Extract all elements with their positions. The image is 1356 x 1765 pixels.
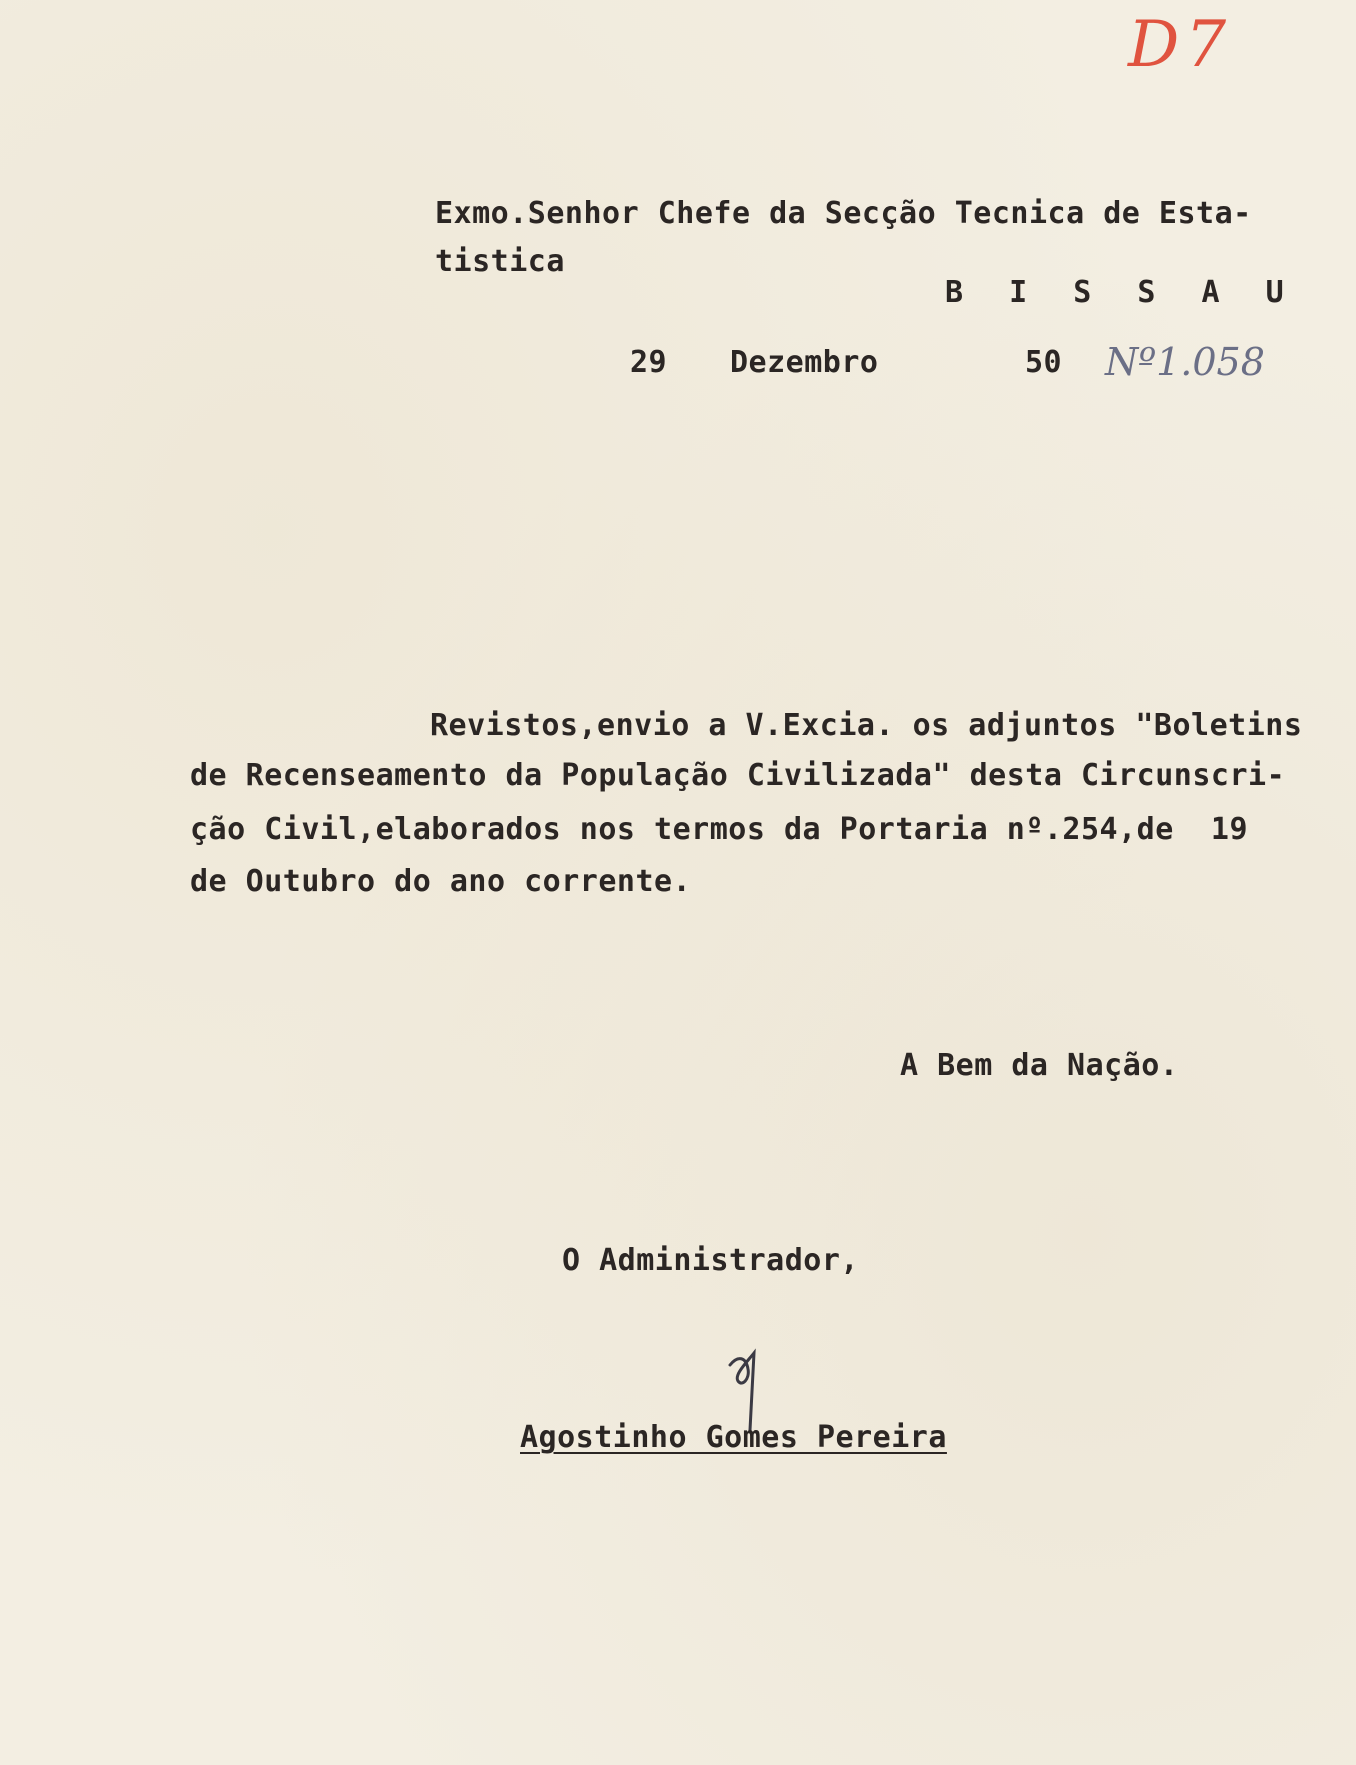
body-line-3: ção Civil,elaborados nos termos da Portaria nº.254,de 19 [190, 812, 1249, 847]
signatory-title: O Administrador, [562, 1243, 859, 1278]
addressee-line-2: tistica [435, 244, 565, 279]
date-year: 50 [1025, 345, 1063, 380]
reference-number-handwritten: Nº1.058 [1105, 340, 1265, 384]
addressee-line-1: Exmo.Senhor Chefe da Secção Tecnica de Esta- [435, 196, 1252, 231]
date-month: Dezembro [730, 345, 879, 380]
city: B I S S A U [945, 275, 1298, 310]
signatory-name: Agostinho Gomes Pereira [520, 1420, 947, 1455]
body-line-4: de Outubro do ano corrente. [190, 864, 692, 899]
body-line-2: de Recenseamento da População Civilizada" desta Circunscri- [190, 758, 1286, 793]
closing-salutation: A Bem da Nação. [900, 1048, 1179, 1083]
corner-annotation: D7 [1128, 8, 1233, 82]
body-line-1: Revistos,envio a V.Excia. os adjuntos "Boletins [430, 708, 1303, 743]
date-day: 29 [630, 345, 668, 380]
